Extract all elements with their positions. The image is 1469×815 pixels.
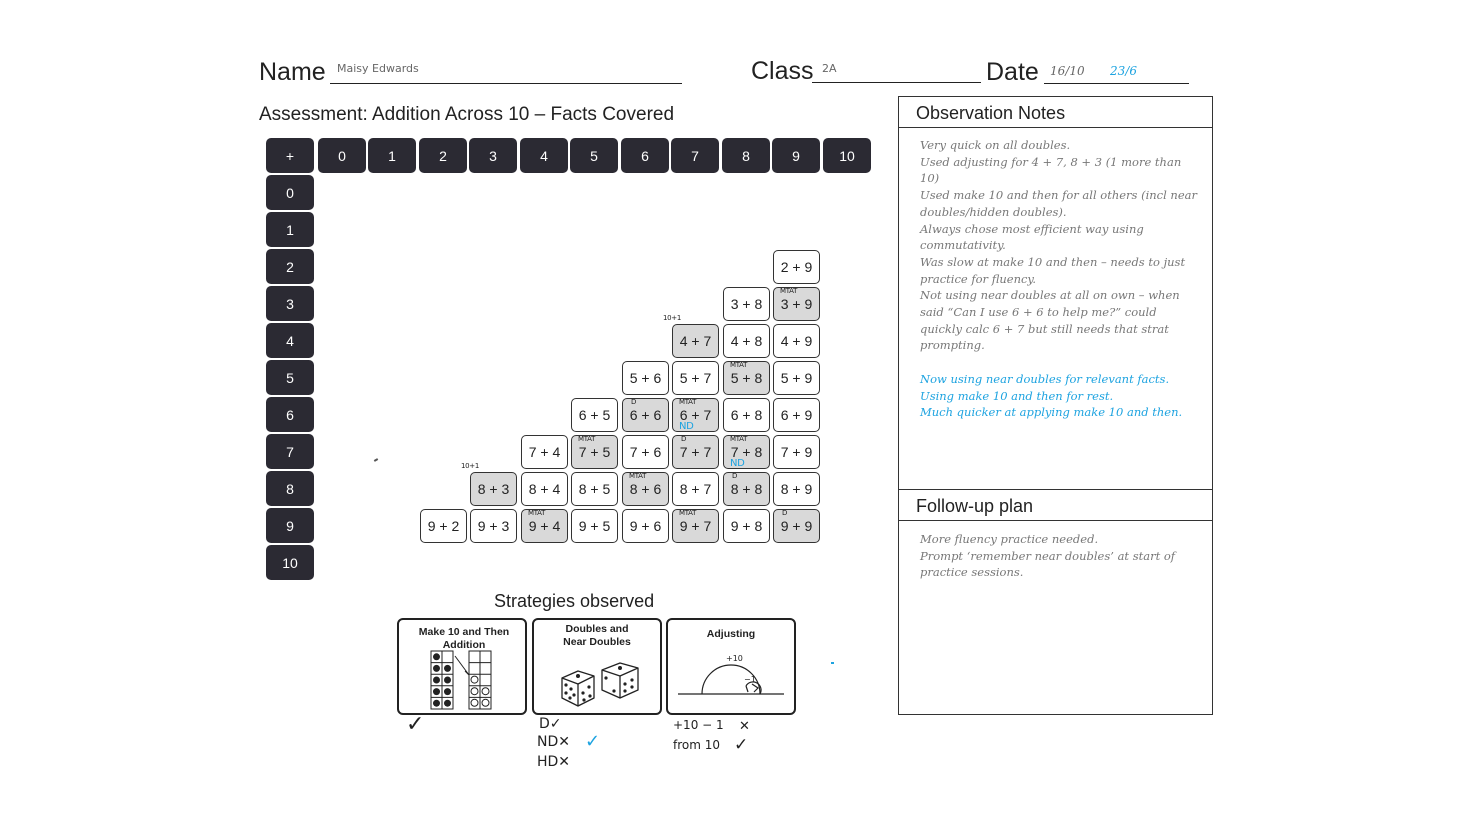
fact-annotation: MTAT [679,509,697,517]
followup-line: Prompt ‘remember near doubles’ at start of [920,548,1176,563]
col-header-1: 1 [368,138,416,173]
fact-label: 9 + 4 [528,518,561,534]
fact-label: 5 + 9 [780,370,813,386]
fact-cell[interactable] [773,509,820,543]
fact-label: 4 + 9 [780,333,813,349]
fact-label: 7 + 4 [528,444,561,460]
row-header-1: 1 [266,212,314,247]
fact-label: 8 + 7 [679,481,712,497]
fact-cell[interactable] [723,398,770,432]
fact-label: 6 + 7 [679,407,712,423]
fact-label: 3 + 8 [730,296,763,312]
col-header-0: 0 [318,138,366,173]
fact-annotation: MTAT [578,435,596,443]
fact-label: 7 + 7 [679,444,712,460]
col-header-7: 7 [671,138,719,173]
col-header-8: 8 [722,138,770,173]
observation-line: Always chose most efficient way using [920,221,1144,236]
fact-label: 9 + 5 [578,518,611,534]
followup-notes[interactable] [920,531,1200,581]
fact-cell[interactable] [773,398,820,432]
fact-cell[interactable] [723,472,770,506]
row-header-7: 7 [266,434,314,469]
fact-annotation: MTAT [780,287,798,295]
fact-cell[interactable] [672,361,719,395]
fact-cell[interactable] [571,398,618,432]
fact-cell[interactable] [571,472,618,506]
doubles-title-2: Near Doubles [563,636,631,648]
name-value: Maisy Edwards [337,62,419,75]
row-header-8: 8 [266,471,314,506]
row-header-9: 9 [266,508,314,543]
observation-line: said “Can I use 6 + 6 to help me?” could [920,305,1157,320]
fact-label: 2 + 9 [780,259,813,275]
followup-header [899,489,1212,521]
spacer [920,354,1200,371]
fact-cell[interactable] [723,287,770,321]
fact-label: 8 + 9 [780,481,813,497]
date-field[interactable] [1044,60,1189,84]
fact-label: 9 + 7 [679,518,712,534]
name-label: Name [259,58,326,86]
fact-annotation: MTAT [730,435,748,443]
date-value-2: 23/6 [1110,64,1137,78]
fact-annotation: D [681,435,687,443]
fact-label: 8 + 5 [578,481,611,497]
col-header-6: 6 [621,138,669,173]
observation-line-blue: Much quicker at applying make 10 and then. [920,405,1183,420]
fact-cell[interactable] [470,472,517,506]
strategy-card-doubles [532,618,662,715]
fact-label: 8 + 3 [477,481,510,497]
fact-cell[interactable] [773,324,820,358]
observation-line: commutativity. [920,238,1006,253]
observation-line: prompting. [920,338,985,353]
make10-title: Make 10 and Then Addition [418,626,510,651]
fact-label: 9 + 6 [629,518,662,534]
observation-line-blue: Using make 10 and then for rest. [920,388,1114,403]
stray-mark [374,458,378,462]
fact-cell[interactable] [521,472,568,506]
fact-cell[interactable] [672,435,719,469]
fact-label: 7 + 5 [578,444,611,460]
fact-cell[interactable] [672,324,719,358]
observation-line: Was slow at make 10 and then – needs to just [920,254,1186,269]
fact-label: 6 + 9 [780,407,813,423]
name-field[interactable] [330,60,682,84]
fact-label: 5 + 6 [629,370,662,386]
col-header-3: 3 [469,138,517,173]
fact-label: 5 + 7 [679,370,712,386]
fact-cell[interactable] [723,509,770,543]
observation-notes[interactable] [920,137,1200,421]
fact-annotation: D [782,509,788,517]
fact-annotation: MTAT [679,398,697,406]
adjusting-plus-label: +10 [726,654,743,663]
fact-cell[interactable] [571,509,618,543]
class-field[interactable] [812,60,981,83]
col-header-5: 5 [570,138,618,173]
fact-cell[interactable] [773,472,820,506]
fact-annotation: MTAT [528,509,546,517]
fact-label: 6 + 6 [629,407,662,423]
fact-cell[interactable] [622,435,669,469]
observation-line: Used make 10 and then for all others (incl near [920,188,1197,203]
observation-line: Not using near doubles at all on own – when [920,288,1180,303]
fact-annotation-blue: ND [730,458,745,469]
followup-line: practice sessions. [920,565,1024,580]
observation-line-blue: Now using near doubles for relevant facts. [920,371,1170,386]
fact-cell[interactable] [470,509,517,543]
row-header-10: 10 [266,545,314,580]
fact-label: 4 + 7 [679,333,712,349]
date-label: Date [986,58,1039,86]
assessment-title: Assessment: Addition Across 10 – Facts Covered [259,104,675,125]
fact-cell[interactable] [521,435,568,469]
class-value: 2A [822,62,837,75]
row-header-4: 4 [266,323,314,358]
fact-cell[interactable] [773,250,820,284]
fact-label: 9 + 2 [427,518,460,534]
row-header-3: 3 [266,286,314,321]
adjusting-minus-label: −1 [744,675,756,684]
adjusting-line1-mark: ✕ [739,719,750,734]
row-header-2: 2 [266,249,314,284]
fact-annotation: MTAT [730,361,748,369]
fact-label: 8 + 6 [629,481,662,497]
fact-annotation: MTAT [629,472,647,480]
dice-icon [558,658,643,710]
row-header-6: 6 [266,397,314,432]
doubles-title-1: Doubles and [565,623,629,635]
adjusting-line2-mark: ✓ [734,735,749,755]
observation-title: Observation Notes [916,103,1066,123]
observation-header [899,97,1212,128]
fact-cell[interactable] [773,435,820,469]
fact-label: 6 + 5 [578,407,611,423]
row-header-5: 5 [266,360,314,395]
make10-tick: ✓ [406,712,425,737]
col-header-4: 4 [520,138,568,173]
fact-cell[interactable] [672,472,719,506]
observation-line: practice for fluency. [920,271,1037,286]
fact-cell[interactable] [622,509,669,543]
fact-label: 6 + 8 [730,407,763,423]
followup-line: More fluency practice needed. [920,532,1099,546]
col-header-10: 10 [823,138,871,173]
fact-cell[interactable] [420,509,467,543]
fact-annotation: 10+1 [461,462,480,470]
stray-mark-blue [831,662,834,664]
fact-cell[interactable] [622,361,669,395]
strategies-title: Strategies observed [494,591,655,611]
date-value-1: 16/10 [1050,64,1085,78]
observation-line: quickly calc 6 + 7 but still needs that strat [920,321,1169,336]
fact-label: 7 + 9 [780,444,813,460]
adjusting-line1: +10 − 1 [673,718,724,732]
fact-label: 9 + 8 [730,518,763,534]
fact-label: 9 + 3 [477,518,510,534]
fact-label: 8 + 8 [730,481,763,497]
doubles-mark: D✓ [539,716,562,732]
number-line-jump-icon [676,650,788,705]
near-doubles-blue-tick: ✓ [585,731,601,752]
fact-annotation: D [631,398,637,406]
row-header-0: 0 [266,175,314,210]
fact-label: 3 + 9 [780,296,813,312]
observation-line: doubles/hidden doubles). [920,204,1067,219]
fact-label: 5 + 8 [730,370,763,386]
fact-annotation: 10+1 [663,314,682,322]
ten-frames-icon [429,650,499,712]
fact-label: 4 + 8 [730,333,763,349]
fact-annotation-blue: ND [679,421,694,432]
class-label: Class [751,57,814,85]
strategy-card-adjusting [666,618,796,715]
fact-cell[interactable] [622,398,669,432]
col-header-9: 9 [772,138,820,173]
observation-line: Used adjusting for 4 + 7, 8 + 3 (1 more than [920,154,1182,169]
fact-label: 7 + 6 [629,444,662,460]
observation-line: Very quick on all doubles. [920,138,1071,152]
fact-cell[interactable] [773,361,820,395]
fact-label: 8 + 4 [528,481,561,497]
followup-title: Follow-up plan [916,496,1034,516]
observation-line: 10) [920,171,940,186]
adjusting-title: Adjusting [706,628,756,640]
fact-cell[interactable] [723,324,770,358]
notes-panel [898,96,1213,715]
grid-corner: + [266,138,314,173]
fact-annotation: D [732,472,738,480]
near-doubles-mark: ND✕ [537,734,570,750]
adjusting-line2: from 10 [673,738,721,752]
hidden-doubles-mark: HD✕ [537,754,571,770]
col-header-2: 2 [419,138,467,173]
fact-label: 7 + 8 [730,444,763,460]
strategy-card-make10 [397,618,527,715]
fact-label: 9 + 9 [780,518,813,534]
